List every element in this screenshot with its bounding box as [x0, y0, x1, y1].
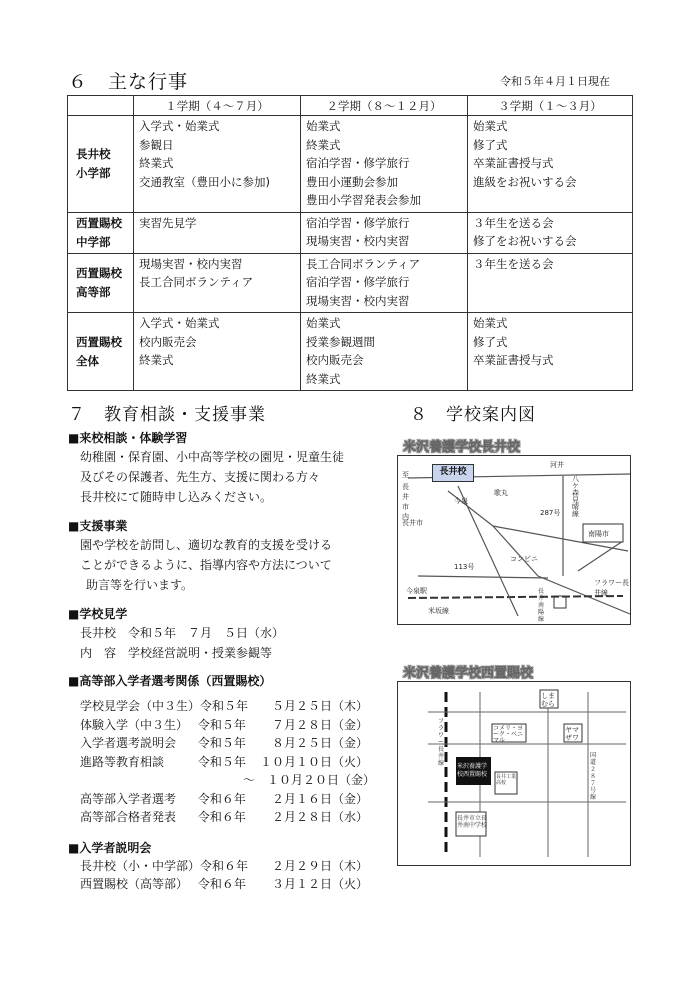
- term2-cell: 長工合同ボランティア 宿泊学習・修学旅行 現場実習・校内実習: [301, 253, 468, 313]
- admission-title: ■高等部入学者選考関係（西置賜校）: [68, 674, 272, 688]
- map-nagai: 長井校 至 長井市内 今泉 歌丸 287号 八ケ森見晴線 河井 長井市 南陽市 113号 コンビニ 今泉駅 米坂線 フラワー長井線 長井南陽線: [397, 455, 631, 625]
- term2-cell: 始業式 授業参観週間 校内販売会 終業式: [301, 313, 468, 391]
- visit-consult-title: ■来校相談・体験学習: [68, 431, 188, 445]
- table-row: [68, 116, 633, 213]
- consult-body: ■来校相談・体験学習 幼稚園・保育園、小中高等学校の園児・児童生徒 及びその保護者、先生方、支援に関わる方々 長井校にて随時申し込みください。 ■支援事業 園や学校を訪問し、適切な教育的支援を受ける ことができるように、指導内容や方法について 助言等を行います。 ■学校見学 長井校 令和５年 ７月 ５日（水） 内 容 学校経営説明・授業参観等 ■高等部入学者選考関係（西置賜校） 学校見学会（中３生） 令和５年 ５月２５日（木） 体験入学（中３生） 令和５年 ７月２８日（金） 入学者選考説明会 令和５年 ８月２５日（金） 進路等教育相談 令和５年 １０月１０日（火） ～ １０月２０日（金） 高等部入学者選考 令和６年 ２月１６日（金） 高等部合格者発表 令和６年 ２月２８日（水） ■入学者説明会 長井校（小・中学部） 令和６年 ２月２９日（木） 西置賜校（高等部） 令和６年 ３月１２日（火）: [68, 429, 368, 894]
- briefing-title: ■入学者説明会: [68, 840, 152, 855]
- events-heading: ６ 主な行事: [68, 71, 189, 93]
- briefing-list: [68, 857, 368, 894]
- group-label: 長井校 小学部: [68, 116, 134, 213]
- term1-cell: 実習先見学: [134, 212, 301, 253]
- list-item: 学校見学会（中３生） 令和５年 ５月２５日（木）: [80, 699, 368, 713]
- map2-title: 米沢養護学校西置賜校: [403, 666, 534, 681]
- term1-cell: 入学式・始業式 参観日 終業式 交通教室（豊田小に参加): [134, 116, 301, 213]
- term1-cell: 入学式・始業式 校内販売会 終業式: [134, 313, 301, 391]
- list-item: 高等部合格者発表 令和６年 ２月２８日（水）: [80, 810, 368, 824]
- group-label: 西置賜校 中学部: [68, 212, 134, 253]
- consult-heading: ７ 教育相談・支援事業: [68, 405, 266, 425]
- col-term1: １学期（４～７月）: [134, 96, 301, 116]
- list-item: 西置賜校（高等部） 令和６年 ３月１２日（火）: [80, 877, 368, 891]
- table-row: [68, 212, 633, 253]
- list-item: 進路等教育相談 令和５年 １０月１０日（火）: [80, 754, 368, 769]
- term3-cell: ３年生を送る会: [468, 253, 633, 313]
- guide-heading: ８ 学校案内図: [410, 405, 536, 425]
- list-item: ～ １０月２０日（金）: [243, 773, 376, 787]
- support-title: ■支援事業: [68, 519, 128, 533]
- term3-cell: 始業式 修了式 卒業証書授与式: [468, 313, 633, 391]
- group-label: 西置賜校 高等部: [68, 253, 134, 313]
- col-term2: ２学期（８～１２月）: [301, 96, 468, 116]
- table-row: [68, 313, 633, 391]
- admission-list: [68, 697, 376, 827]
- term1-cell: 現場実習・校内実習 長工合同ボランティア: [134, 253, 301, 313]
- as-of-date: 令和５年４月１日現在: [500, 75, 610, 88]
- table-header-row: [68, 96, 633, 116]
- list-item: 入学者選考説明会 令和５年 ８月２５日（金）: [80, 736, 368, 750]
- list-item: 体験入学（中３生） 令和５年 ７月２８日（金）: [80, 717, 368, 732]
- map1-title: 米沢養護学校長井校: [403, 440, 521, 455]
- events-table: [67, 95, 633, 391]
- map-nishiokitama: しまむら フラワー長井線 コメリ・ヨーク・ベニマル ヤマザワ 米沢養護学校西置賜校 長井工業高校 長井市立長井南中学校 国道２８７号線: [397, 681, 631, 866]
- term3-cell: 始業式 修了式 卒業証書授与式 進級をお祝いする会: [468, 116, 633, 213]
- table-row: [68, 253, 633, 313]
- term3-cell: ３年生を送る会 修了をお祝いする会: [468, 212, 633, 253]
- col-term3: ３学期（１～３月）: [468, 96, 633, 116]
- nagai-school-marker: 長井校: [432, 464, 474, 482]
- list-item: 長井校（小・中学部） 令和６年 ２月２９日（木）: [80, 858, 368, 873]
- list-item: 高等部入学者選考 令和６年 ２月１６日（金）: [80, 791, 368, 806]
- school-visit-title: ■学校見学: [68, 607, 128, 621]
- term2-cell: 始業式 終業式 宿泊学習・修学旅行 豊田小運動会参加 豊田小学習発表会参加: [301, 116, 468, 213]
- group-label: 西置賜校 全体: [68, 313, 134, 391]
- term2-cell: 宿泊学習・修学旅行 現場実習・校内実習: [301, 212, 468, 253]
